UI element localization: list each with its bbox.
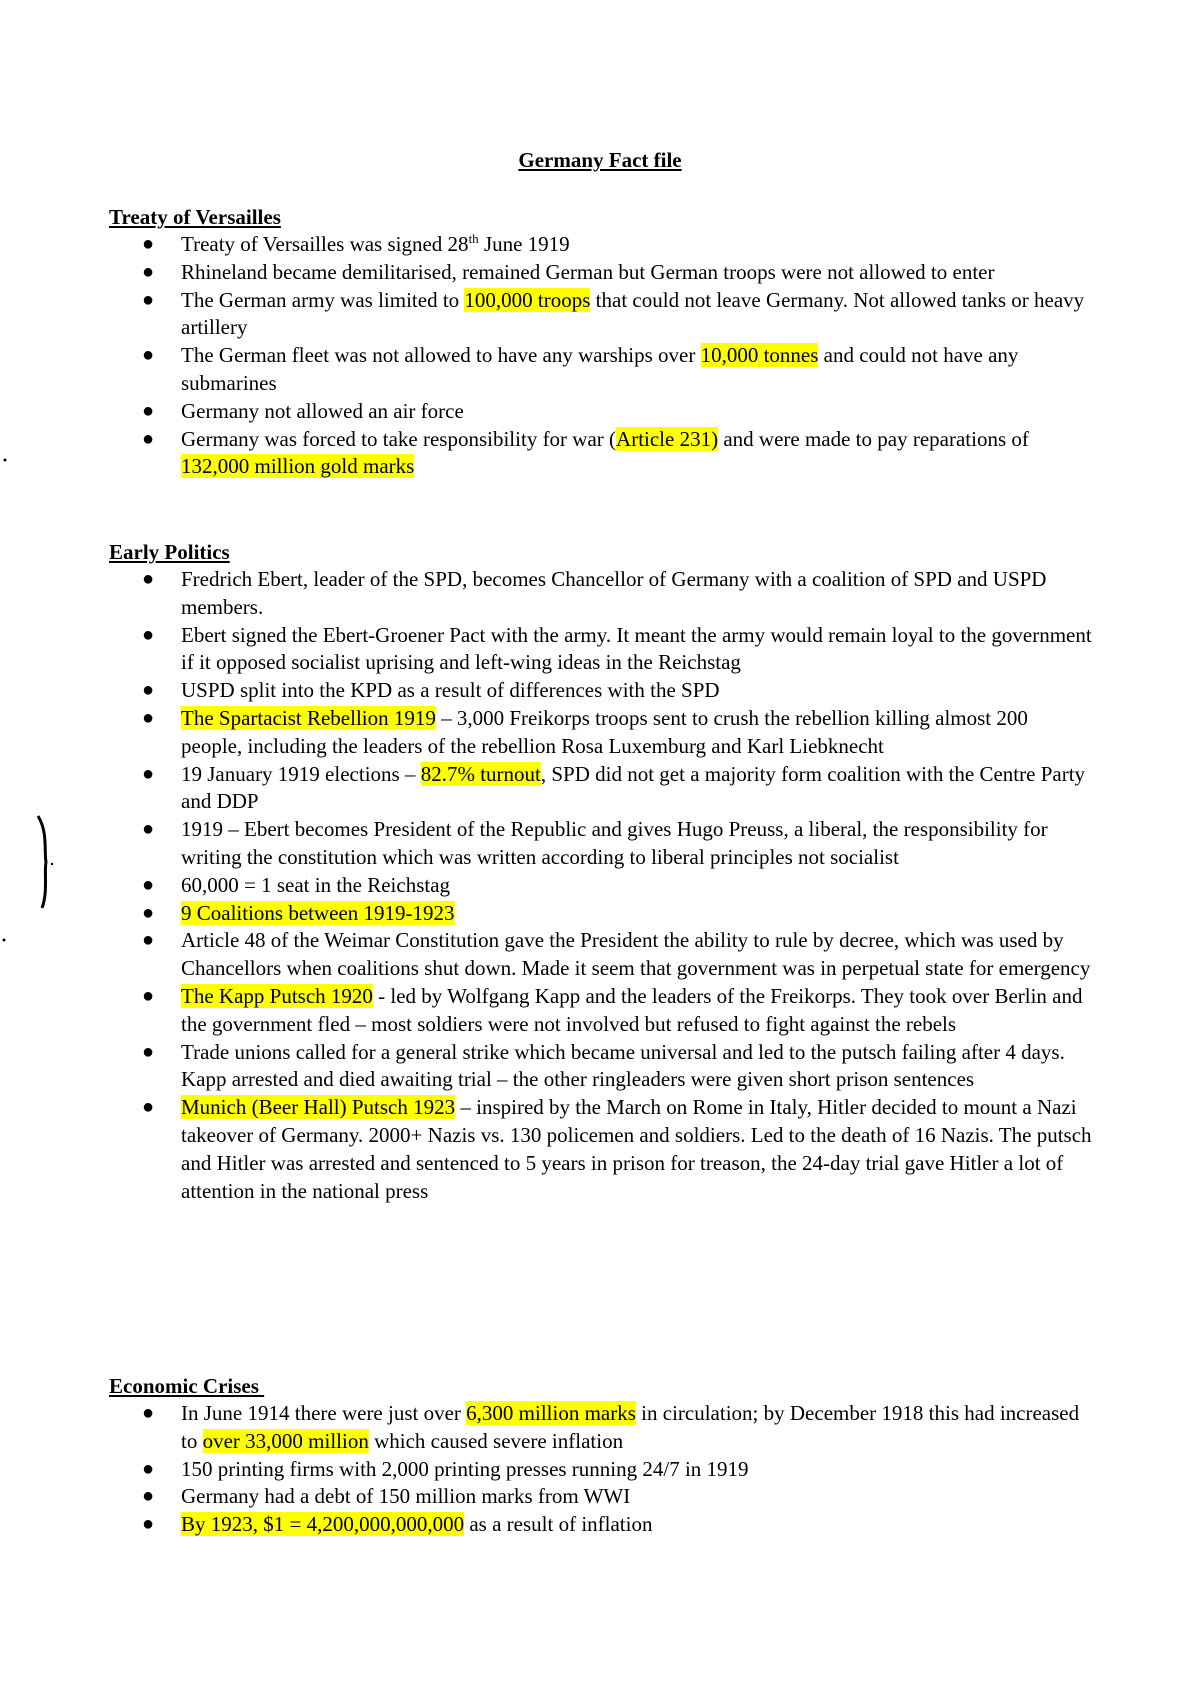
highlighted-text: Munich (Beer Hall) Putsch 1923 [181, 1095, 456, 1120]
margin-bracket-mark [34, 812, 58, 912]
item-text: 150 printing firms with 2,000 printing presses running 24/7 in 1919 [181, 1456, 749, 1481]
bullet-icon: ● [142, 1096, 155, 1119]
item-text: – inspired by the March on Rome in Italy, Hitler decided to mount a Nazi takeover of Germany. 2000+ Nazis vs. 130 policemen and soldiers. Led to the death of 16 Nazis. The putsch and Hitler was arrested and sentenced to 5 years in prison for treason, the 24-day trial gave Hitler a lot of attention in the national press [181, 1095, 1092, 1203]
item-text: 19 January 1919 elections – [181, 761, 421, 786]
bullet-icon: ● [142, 260, 155, 283]
list-item [109, 1039, 1094, 1095]
list-item [109, 1456, 1094, 1484]
item-text: as a result of inflation [464, 1512, 653, 1537]
item-text: Treaty of Versailles was signed 28 [181, 232, 469, 256]
item-text: and were made to pay reparations of [718, 426, 1029, 451]
item-text: and could not have any submarines [181, 343, 1019, 395]
item-text: – 3,000 Freikorps troops sent to crush the rebellion killing almost 200 people, including the leaders of the rebellion Rosa Luxemburg and Karl Liebknecht [181, 705, 1028, 758]
item-text: Germany had a debt of 150 million marks from WWI [181, 1484, 631, 1509]
item-text: Germany was forced to take responsibility for war ( [181, 426, 617, 451]
highlighted-text: 6,300 million marks [466, 1401, 636, 1425]
list-item [109, 900, 1094, 928]
list-item [109, 927, 1094, 983]
item-text: Trade unions called for a general strike which became universal and led to the putsch failing after 4 days. Kapp arrested and died awaiting trial – the other ringleaders were given short prison sentences [181, 1039, 1065, 1092]
list-item [109, 622, 1094, 678]
section-early-politics [109, 538, 1094, 1205]
bullet-icon: ● [142, 873, 155, 896]
highlighted-text: The Spartacist Rebellion 1919 [181, 705, 436, 730]
bullet-icon: ● [142, 233, 155, 255]
section-heading: Economic Crises [109, 1374, 265, 1398]
item-text: 60,000 = 1 seat in the Reichstag [181, 872, 451, 897]
item-text: USPD split into the KPD as a result of differences with the SPD [181, 678, 720, 703]
item-text: Article 48 of the Weimar Constitution gave the President the ability to rule by decree, which was used by Chancellors when coalitions shut down. Made it seem that government was in perpetual state for emergency [181, 928, 1091, 981]
highlighted-text: 9 Coalitions between 1919-1923 [181, 900, 455, 925]
list-item [109, 426, 1094, 482]
bullet-icon: ● [142, 1402, 155, 1424]
highlighted-text: 82.7% turnout [420, 761, 541, 786]
item-text: Fredrich Ebert, leader of the SPD, becomes Chancellor of Germany with a coalition of SPD and USPD members. [181, 567, 1047, 619]
list-item [109, 1094, 1094, 1205]
bullet-icon: ● [142, 1513, 155, 1536]
bullet-icon: ● [142, 901, 155, 924]
list-item [109, 761, 1094, 817]
highlighted-text: 132,000 million gold marks [181, 454, 415, 479]
section-heading: Treaty of Versailles [109, 205, 281, 229]
bullet-icon: ● [142, 427, 155, 450]
margin-dot-mark [0, 455, 10, 465]
bullet-icon: ● [142, 1457, 155, 1480]
list-item [109, 705, 1094, 761]
highlighted-text: over 33,000 million [202, 1428, 369, 1453]
highlighted-text: The Kapp Putsch 1920 [181, 983, 373, 1008]
item-text: The German fleet was not allowed to have any warships over [181, 343, 701, 368]
bullet-icon: ● [142, 568, 155, 590]
item-text: that could not leave Germany. Not allowed tanks or heavy artillery [181, 287, 1085, 340]
bullet-icon: ● [142, 679, 155, 702]
list-item [109, 1483, 1094, 1511]
list-item [109, 677, 1094, 705]
bullet-icon: ● [142, 818, 155, 841]
item-text: The German army was limited to [181, 287, 465, 312]
bullet-icon: ● [142, 706, 155, 729]
list-item [109, 231, 1094, 259]
highlighted-text: Article 231) [616, 426, 719, 451]
section-treaty-of-versailles [109, 203, 1094, 481]
bullet-icon: ● [142, 1485, 155, 1508]
item-text: In June 1914 there were just over [181, 1401, 467, 1425]
list-item [109, 259, 1094, 287]
list-item [109, 566, 1094, 622]
item-text: in circulation; by December 1918 this had increased to [181, 1401, 1080, 1453]
highlighted-text: By 1923, $1 = 4,200,000,000,000 [181, 1512, 465, 1537]
list-item [109, 872, 1094, 900]
highlighted-text: 100,000 troops [464, 287, 591, 312]
bullet-icon: ● [142, 344, 155, 367]
bullet-icon: ● [142, 288, 155, 311]
page-title: Germany Fact file [518, 148, 682, 172]
section-heading: Early Politics [109, 540, 230, 564]
item-text: - led by Wolfgang Kapp and the leaders of the Freikorps. They took over Berlin and the government fled – most soldiers were not involved but refused to fight against the rebels [181, 983, 1083, 1036]
list-item [109, 1400, 1094, 1456]
item-text: Rhineland became demilitarised, remained German but German troops were not allowed to enter [181, 259, 995, 284]
bullet-icon: ● [142, 762, 155, 785]
list-item [109, 983, 1094, 1039]
list-item [109, 398, 1094, 426]
bullet-icon: ● [142, 623, 155, 646]
list-item [109, 816, 1094, 872]
item-text: June 1919 [478, 232, 570, 256]
bullet-list [109, 231, 1094, 481]
bullet-list [109, 1400, 1094, 1539]
item-text: Ebert signed the Ebert-Groener Pact with the army. It meant the army would remain loyal to the government if it opposed socialist uprising and left-wing ideas in the Reichstag [181, 622, 1092, 675]
bullet-icon: ● [142, 929, 155, 952]
bullet-icon: ● [142, 984, 155, 1007]
list-item [109, 342, 1094, 398]
list-item [109, 1511, 1094, 1539]
bullet-icon: ● [142, 1040, 155, 1063]
bullet-list [109, 566, 1094, 1205]
item-text: 1919 – Ebert becomes President of the Republic and gives Hugo Preuss, a liberal, the responsibility for writing the constitution which was written according to liberal principles not socialist [181, 817, 1048, 869]
margin-dot-mark [0, 935, 10, 945]
item-text: which caused severe inflation [368, 1428, 624, 1453]
highlighted-text: 10,000 tonnes [700, 343, 819, 368]
item-text: Germany not allowed an air force [181, 398, 464, 423]
bullet-icon: ● [142, 399, 155, 422]
section-economic-crises [109, 1372, 1094, 1539]
item-text: th [468, 231, 479, 246]
list-item [109, 287, 1094, 343]
item-text: , SPD did not get a majority form coalition with the Centre Party and DDP [181, 761, 1086, 814]
